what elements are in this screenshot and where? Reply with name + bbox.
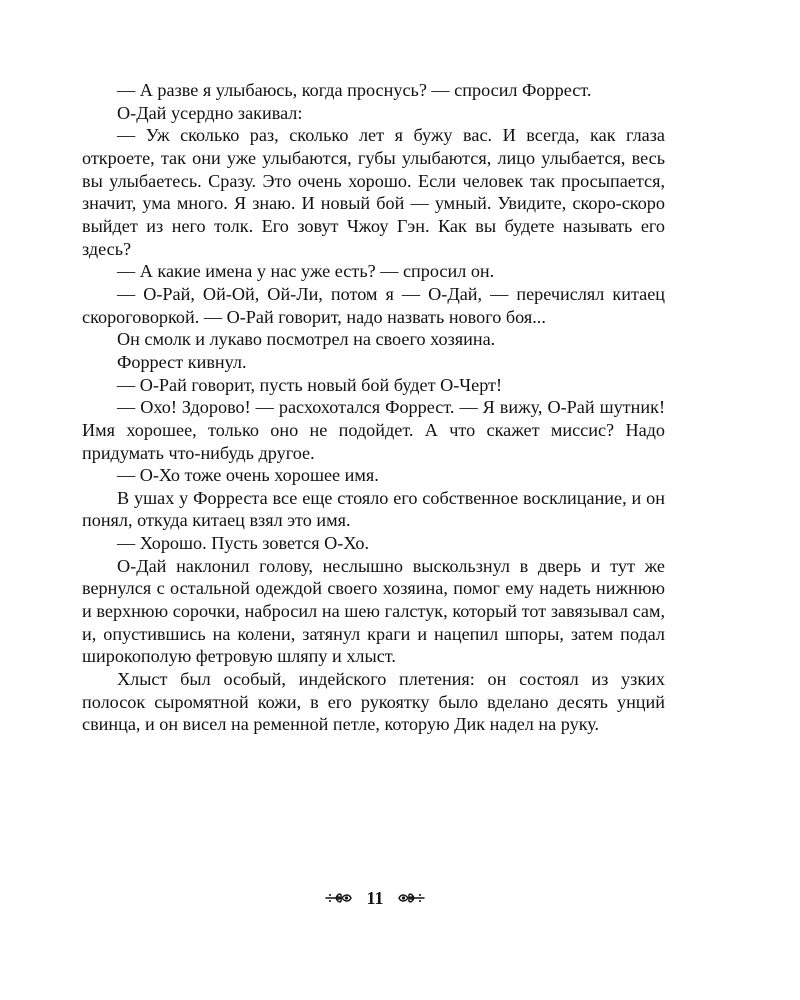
paragraph: — Хорошо. Пусть зовется О-Хо. <box>117 533 369 554</box>
fleuron-ornament-icon <box>324 889 354 907</box>
page-footer <box>0 883 750 913</box>
paragraph: В ушах у Форреста все еще стояло его собственное восклицание, и он понял, откуда китаец взял это имя. <box>82 487 665 531</box>
paragraph: — О-Рай говорит, пусть новый бой будет О-Черт! <box>117 374 503 395</box>
paragraph: Хлыст был особый, индейского плетения: он состоял из узких полосок сыромятной кожи, в его рукоятку было вделано десять унций свинца, и он висел на ременной петле, которую Дик надел на руку. <box>82 669 665 735</box>
paragraph: — Охо! Здорово! — расхохотался Форрест. — Я вижу, О-Рай шутник! Имя хорошее, только оно не подойдет. А что скажет миссис? Надо придумать что-нибудь другое. <box>82 397 665 463</box>
paragraph: Форрест кивнул. <box>117 351 247 372</box>
paragraph: — А разве я улыбаюсь, когда проснусь? — спросил Форрест. <box>117 80 592 100</box>
page-text <box>82 79 665 736</box>
paragraph: — Уж сколько раз, сколько лет я бужу вас. И всегда, как глаза откроете, так они уже улыбаются, губы улыбаются, лицо улыбается, весь вы улыбаетесь. Сразу. Это очень хорошо. Если человек так просыпается, значит, ума много. Я знаю. И новый бой — умный. Увидите, скоро-скоро выйдет из него толк. Его зовут Чжоу Гэн. Как вы будете называть его здесь? <box>82 125 665 259</box>
paragraph: — О-Рай, Ой-Ой, Ой-Ли, потом я — О-Дай, — перечислял китаец скороговоркой. — О-Рай говорит, надо назвать нового боя... <box>82 283 665 327</box>
paragraph: Он смолк и лукаво посмотрел на своего хозяина. <box>117 329 496 350</box>
paragraph: — А какие имена у нас уже есть? — спросил он. <box>117 261 495 282</box>
paragraph: О-Дай наклонил голову, неслышно выскользнул в дверь и тут же вернулся с остальной одеждой своего хозяина, помог ему надеть нижнюю и верхнюю сорочки, набросил на шею галстук, который тот завязывал сам, и, опустившись на колени, затянул краги и нацепил шпоры, затем подал широкополую фетровую шляпу и хлыст. <box>82 555 665 667</box>
fleuron-ornament-icon <box>396 889 426 907</box>
paragraph: О-Дай усердно закивал: <box>117 102 303 123</box>
page-number: 11 <box>366 887 384 908</box>
paragraph: — О-Хо тоже очень хорошее имя. <box>117 465 379 486</box>
